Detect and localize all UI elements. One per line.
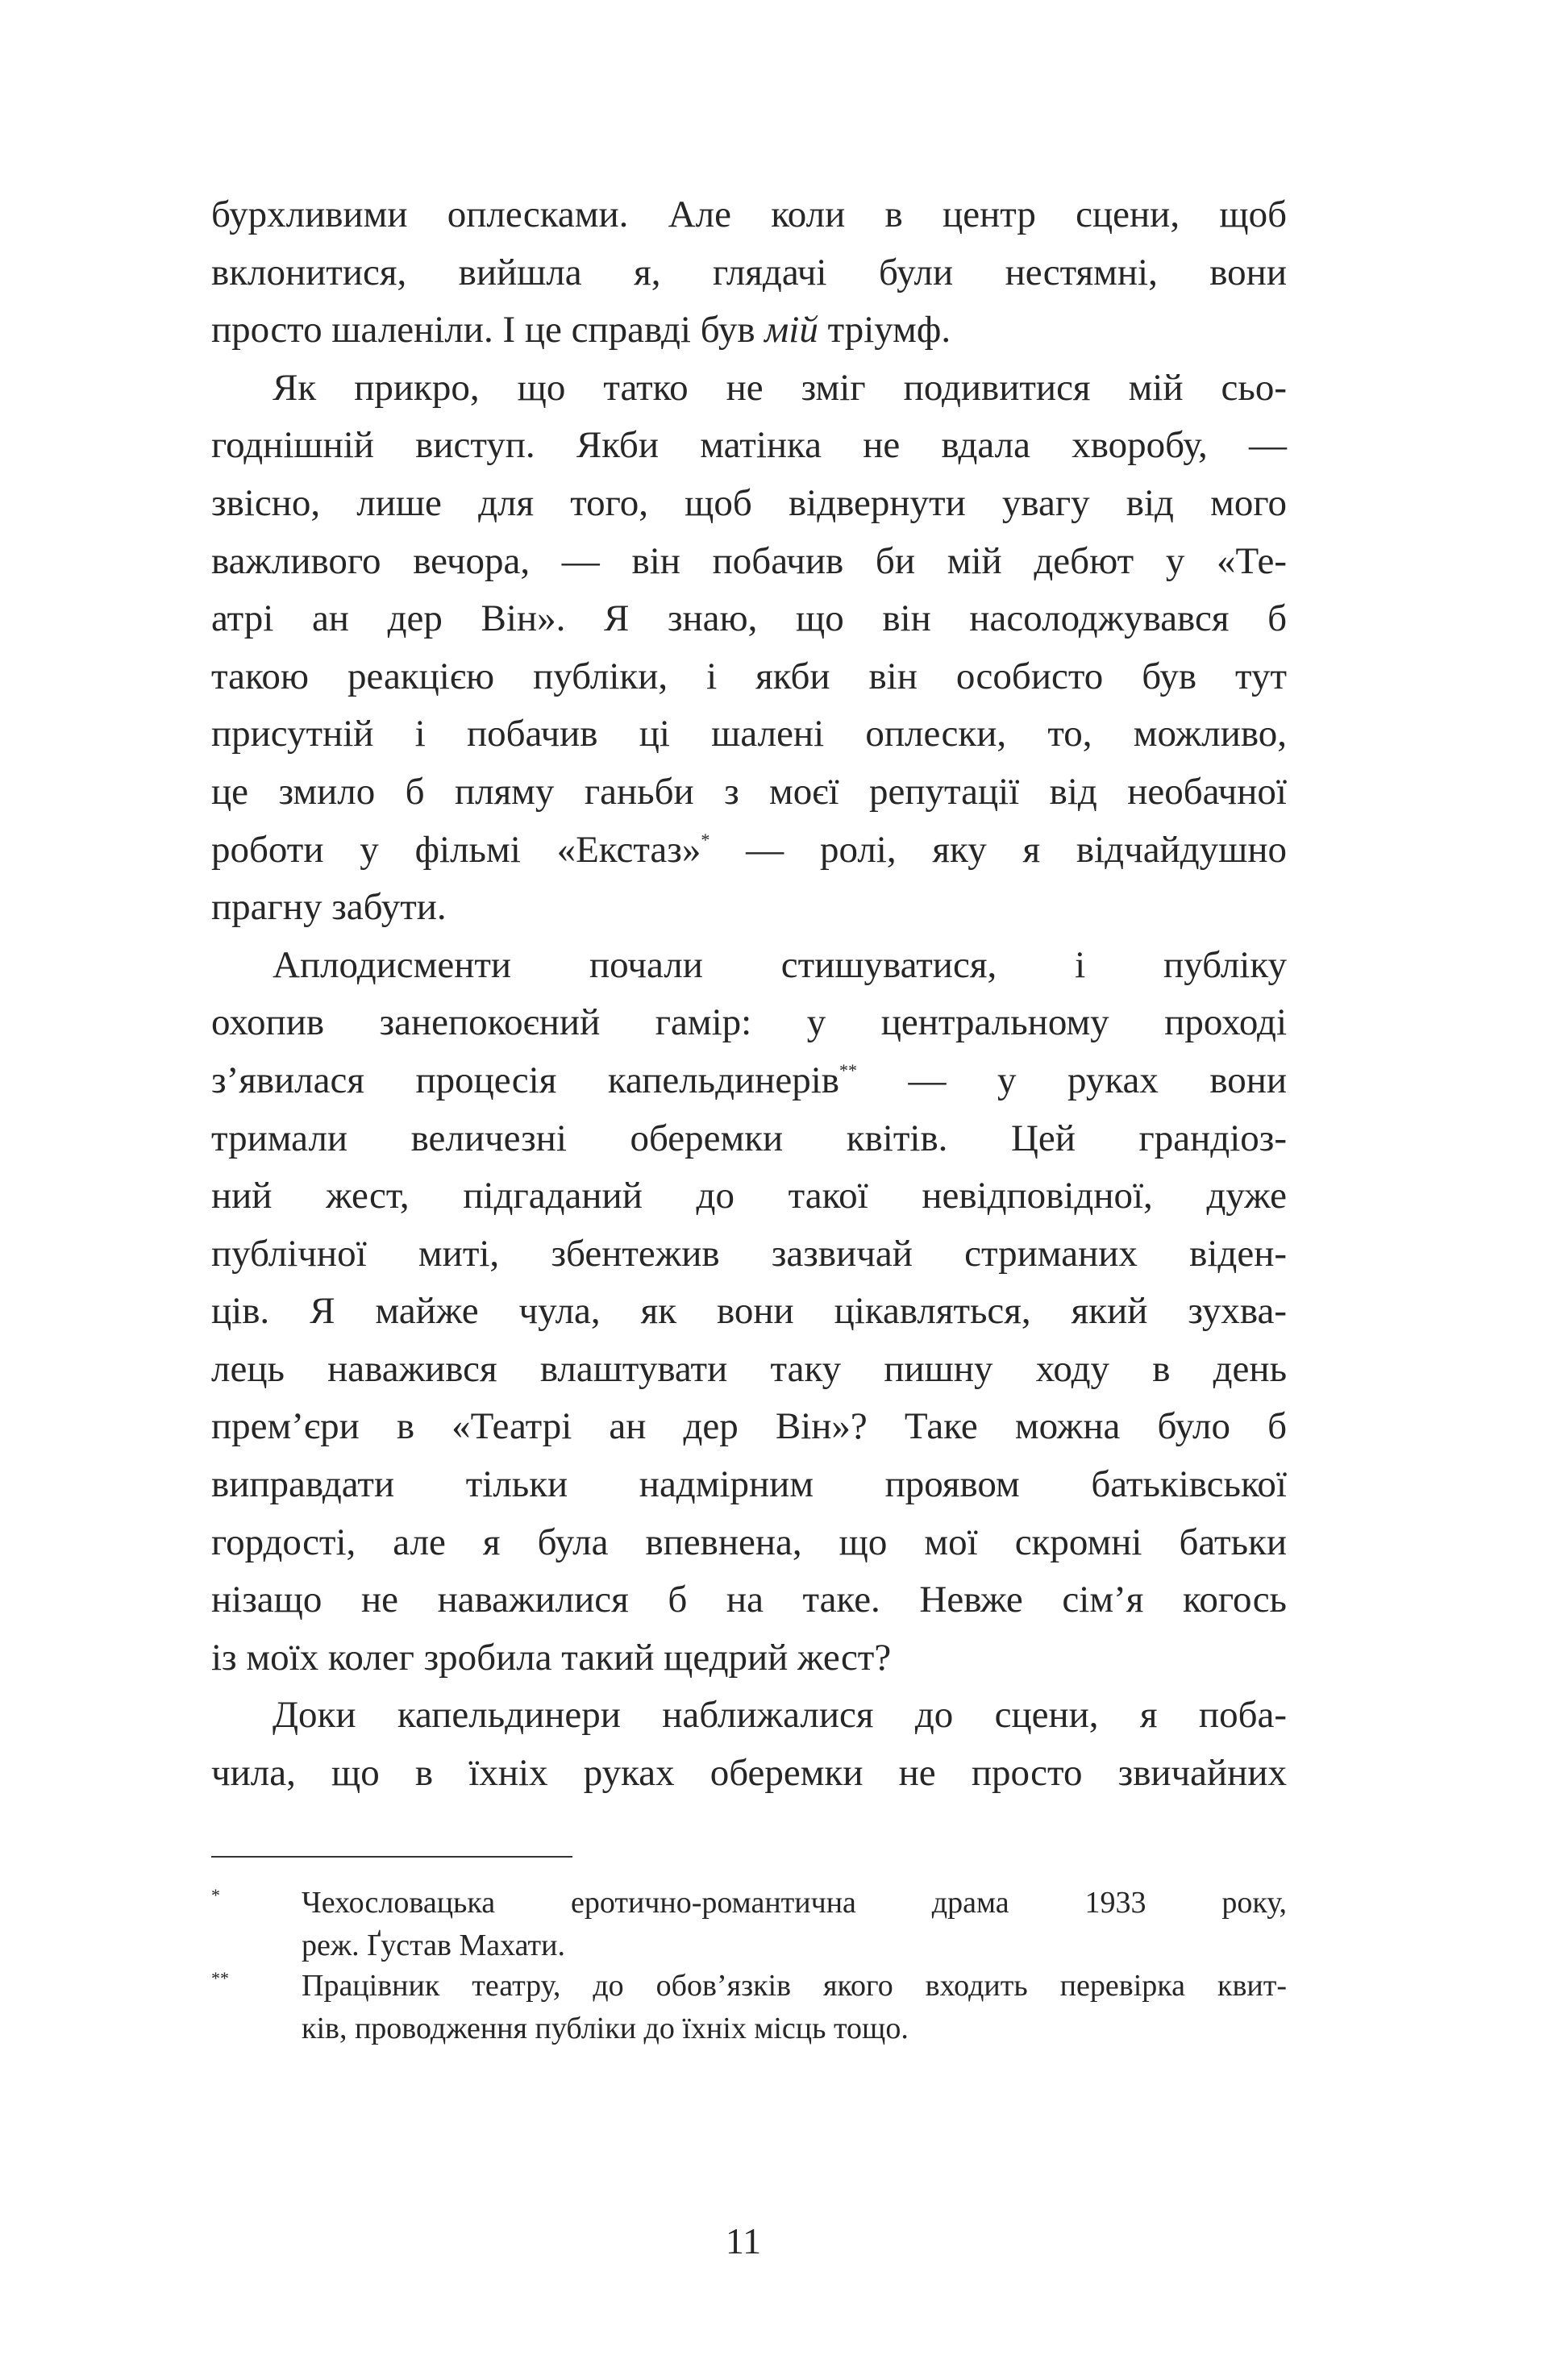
footnote-marker: *: [211, 1885, 220, 1905]
text-segment: ців. Я майже чула, як вони цікавляться, який зухва-: [211, 1290, 1287, 1333]
text-segment: присутній і побачив ці шалені оплески, то, можливо,: [211, 713, 1287, 755]
page-number: 11: [725, 2220, 762, 2261]
text-line: [211, 1225, 1287, 1284]
text-line: [211, 186, 1287, 244]
text-line: [211, 302, 1287, 360]
text-segment: роботи у фільмі «Екстаз»: [211, 828, 701, 871]
text-line: [211, 1571, 1287, 1629]
text-line: [211, 1687, 1287, 1745]
text-line: [211, 533, 1287, 591]
text-segment: Аплодисменти почали стишуватися, і публіку: [273, 943, 1287, 986]
text-line: [211, 590, 1287, 648]
footnote-1: [211, 1882, 1287, 1967]
text-segment: атрі ан дер Він». Я знаю, що він насолоджувався б: [211, 597, 1287, 640]
text-line: [211, 1514, 1287, 1572]
text-segment: бурхливими оплесками. Але коли в центр сцени, щоб: [211, 193, 1287, 235]
footnote-divider: [211, 1856, 572, 1858]
footnote-reference: *: [701, 829, 710, 850]
text-segment: це змило б пляму ганьби з моєї репутації від необачної: [211, 770, 1287, 813]
footnote-line: Чехословацька еротично-романтична драма 1933 року,: [302, 1886, 1287, 1920]
italic-text: мій: [764, 309, 818, 352]
footnote-line: Працівник театру, до обов’язків якого входить перевірка квит-: [302, 1969, 1287, 2003]
text-segment: просто шаленіли. І це справді був: [211, 309, 765, 352]
text-line: [211, 879, 1287, 937]
text-segment: лець наважився влаштувати таку пишну ходу в день: [211, 1347, 1287, 1390]
text-line: [211, 1167, 1287, 1225]
footnote-2: [211, 1965, 1287, 2050]
text-line: [211, 1283, 1287, 1341]
text-segment: годнішній виступ. Якби матінка не вдала хворобу, —: [211, 424, 1287, 467]
text-line: [211, 648, 1287, 706]
text-line: [211, 1398, 1287, 1456]
text-segment: важливого вечора, — він побачив би мій дебют у «Те-: [211, 539, 1287, 582]
text-line: [211, 360, 1287, 418]
text-segment: з’явилася процесія капельдинерів: [211, 1059, 839, 1101]
text-line: [211, 764, 1287, 822]
text-segment: виправдати тільки надмірним проявом батьківської: [211, 1463, 1287, 1506]
text-line: [211, 1341, 1287, 1399]
text-segment: звісно, лише для того, щоб відвернути увагу від мого: [211, 481, 1287, 524]
text-line: [211, 475, 1287, 533]
footnote-line: реж. Ґустав Махати.: [302, 1929, 565, 1962]
text-line: [211, 1456, 1287, 1514]
footnote-reference: **: [838, 1059, 857, 1080]
text-segment: охопив занепокоєний гамір: у центральному проході: [211, 1001, 1287, 1044]
text-segment: вклонитися, вийшла я, глядачі були нестямні, вони: [211, 251, 1287, 293]
text-segment: Доки капельдинери наближалися до сцени, я поба-: [273, 1694, 1287, 1737]
body-text: [211, 186, 1287, 1803]
text-line: [211, 417, 1287, 475]
text-segment: такою реакцією публіки, і якби він особисто був тут: [211, 655, 1287, 697]
text-line: [211, 1052, 1287, 1110]
text-segment: — ролі, яку я відчайдушно: [710, 828, 1287, 871]
text-segment: прагну забути.: [211, 886, 447, 929]
text-segment: із моїх колег зробила такий щедрий жест?: [211, 1636, 892, 1679]
text-line: [211, 994, 1287, 1052]
text-segment: тріумф.: [818, 309, 951, 352]
footnote-line: ків, проводження публіки до їхніх місць тощо.: [302, 2012, 909, 2045]
text-line: [211, 705, 1287, 764]
text-segment: публічної миті, збентежив зазвичай стриманих віден-: [211, 1232, 1287, 1275]
text-line: [211, 937, 1287, 995]
footnote-marker: **: [211, 1968, 229, 1988]
text-segment: нізащо не наважилися б на таке. Невже сім’я когось: [211, 1579, 1287, 1621]
text-line: [211, 1745, 1287, 1803]
text-segment: — у руках вони: [856, 1059, 1287, 1101]
text-line: [211, 244, 1287, 302]
text-segment: прем’єри в «Театрі ан дер Він»? Таке можна було б: [211, 1405, 1287, 1448]
text-line: [211, 822, 1287, 880]
text-segment: чила, що в їхніх руках оберемки не просто звичайних: [211, 1752, 1287, 1795]
text-line: [211, 1629, 1287, 1687]
text-segment: гордості, але я була впевнена, що мої скромні батьки: [211, 1521, 1287, 1563]
text-segment: Як прикро, що татко не зміг подивитися мій сьо-: [273, 366, 1287, 409]
text-segment: тримали величезні оберемки квітів. Цей грандіоз-: [211, 1117, 1287, 1159]
text-segment: ний жест, підгаданий до такої невідповідної, дуже: [211, 1175, 1287, 1217]
text-line: [211, 1110, 1287, 1168]
